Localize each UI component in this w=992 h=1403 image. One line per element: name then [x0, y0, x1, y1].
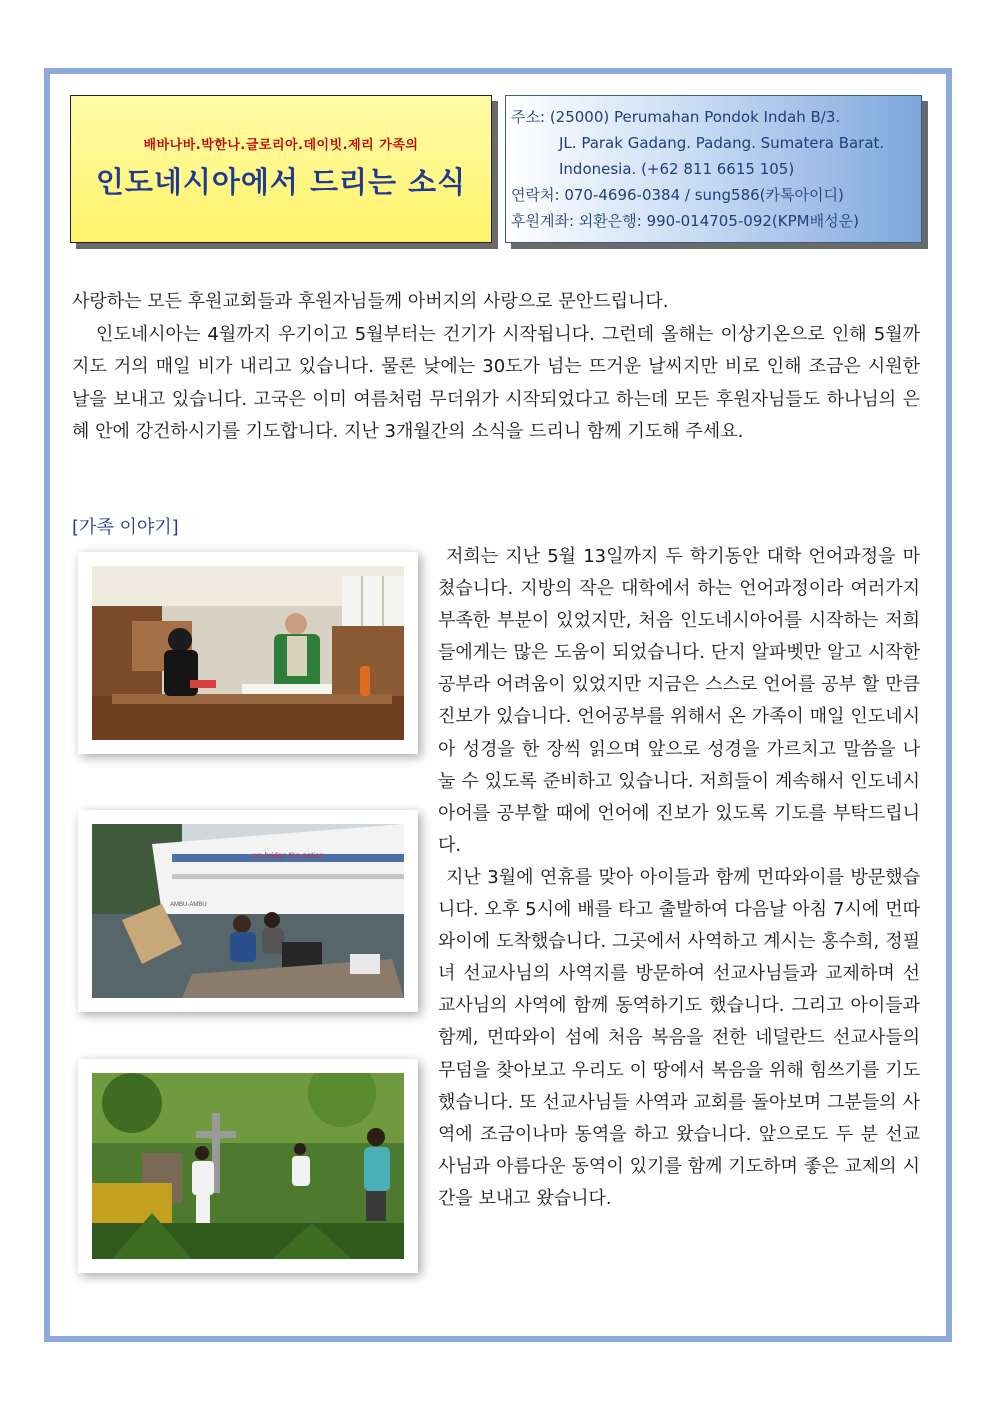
newsletter-title-box — [70, 95, 492, 243]
photo-study — [78, 552, 418, 754]
section-title: [가족 이야기] — [72, 517, 179, 538]
greeting: 사랑하는 모든 후원교회들과 후원자님들께 아버지의 사랑으로 문안드립니다. — [72, 291, 669, 312]
story-paragraph-1: 저희는 지난 5월 13일까지 두 학기동안 대학 언어과정을 마쳤습니다. 지방의 작은 대학에서 하는 언어과정이라 여러가지 부족한 부분이 있었지만, 처음 인도네시아어를 시작하는 저희들에게는 많은 도움이 되었습니다. 단지 알파벳만 알고 시작한 공부라 어려움이 있었지만 지금은 스스로 언어를 공부 할 만큼 진보가 있습니다. 언어공부를 위해서 온 가족이 매일 인도네시아 성경을 한 장씩 읽으며 앞으로 성경을 가르치고 말씀을 나눌 수 있도록 준비하고 있습니다. 저희들이 계속해서 인도네시아어를 공부할 때에 언어에 진보가 있도록 기도를 부탁드립니다. — [438, 546, 920, 856]
account-line — [511, 208, 859, 234]
photo-garden — [78, 1059, 418, 1273]
phone-line — [511, 182, 844, 208]
address-line-2: JL. Parak Gadang. Padang. Sumatera Barat. — [559, 134, 885, 152]
phone-value: 070-4696-0384 / sung586(카톡아이디) — [564, 186, 844, 204]
photo-garden-illustration — [92, 1073, 404, 1259]
intro-text — [72, 286, 920, 449]
address-label: 주소: — [511, 108, 546, 126]
ship-name: AMBU-AMBU — [170, 902, 207, 908]
photo-study-image — [92, 566, 404, 740]
account-label: 후원계좌: — [511, 212, 575, 230]
contact-box — [505, 95, 922, 243]
photo-boat-image — [92, 824, 404, 998]
ship-slogan: we bridge the nation — [252, 851, 325, 860]
family-names: 배바나바.박한나.글로리아.데이빗.제리 가족의 — [143, 138, 419, 153]
photo-study-illustration — [92, 566, 404, 740]
family-story-text — [438, 541, 920, 1215]
photo-boat — [78, 810, 418, 1012]
phone-label: 연락처: — [511, 186, 560, 204]
account-value: 외환은행: 990-014705-092(KPM배성운) — [578, 212, 859, 230]
intro-paragraph: 인도네시아는 4월까지 우기이고 5월부터는 건기가 시작됩니다. 그런데 올해는 이상기온으로 인해 5월까지도 거의 매일 비가 내리고 있습니다. 물론 낮에는 30도가 넘는 뜨거운 날씨지만 비로 인해 조금은 시원한 날을 보내고 있습니다. 고국은 이미 여름처럼 무더위가 시작되었다고 하는데 모든 후원자님들도 하나님의 은혜 안에 강건하시기를 기도합니다. 지난 3개월간의 소식을 드리니 함께 기도해 주세요. — [72, 323, 920, 442]
address-value-1: (25000) Perumahan Pondok Indah B/3. — [549, 108, 841, 126]
address-line-3: Indonesia. (+62 811 6615 105) — [559, 160, 795, 178]
address-line-1 — [511, 104, 840, 130]
story-paragraph-2: 지난 3월에 연휴를 맞아 아이들과 함께 먼따와이를 방문했습니다. 오후 5시에 배를 타고 출발하여 다음날 아침 7시에 먼따와이에 도착했습니다. 그곳에서 사역하고 계시는 홍수희, 정필녀 선교사님의 사역지를 방문하여 선교사님들과 교제하며 선교사님의 사역에 함께 동역하기도 했습니다. 그리고 아이들과 함께, 먼따와이 섬에 처음 복음을 전한 네덜란드 선교사들의 무덤을 찾아보고 우리도 이 땅에서 복음을 위해 힘쓰기를 기도했습니다. 또 선교사님들 사역과 교회를 돌아보며 그분들의 사역에 조금이나마 동역을 하고 왔습니다. 앞으로도 두 분 선교사님과 아름다운 동역이 있기를 함께 기도하며 좋은 교제의 시간을 보내고 왔습니다. — [438, 866, 920, 1209]
photo-garden-image — [92, 1073, 404, 1259]
newsletter-title: 인도네시아에서 드리는 소식 — [95, 165, 467, 199]
photo-boat-illustration — [92, 824, 404, 998]
